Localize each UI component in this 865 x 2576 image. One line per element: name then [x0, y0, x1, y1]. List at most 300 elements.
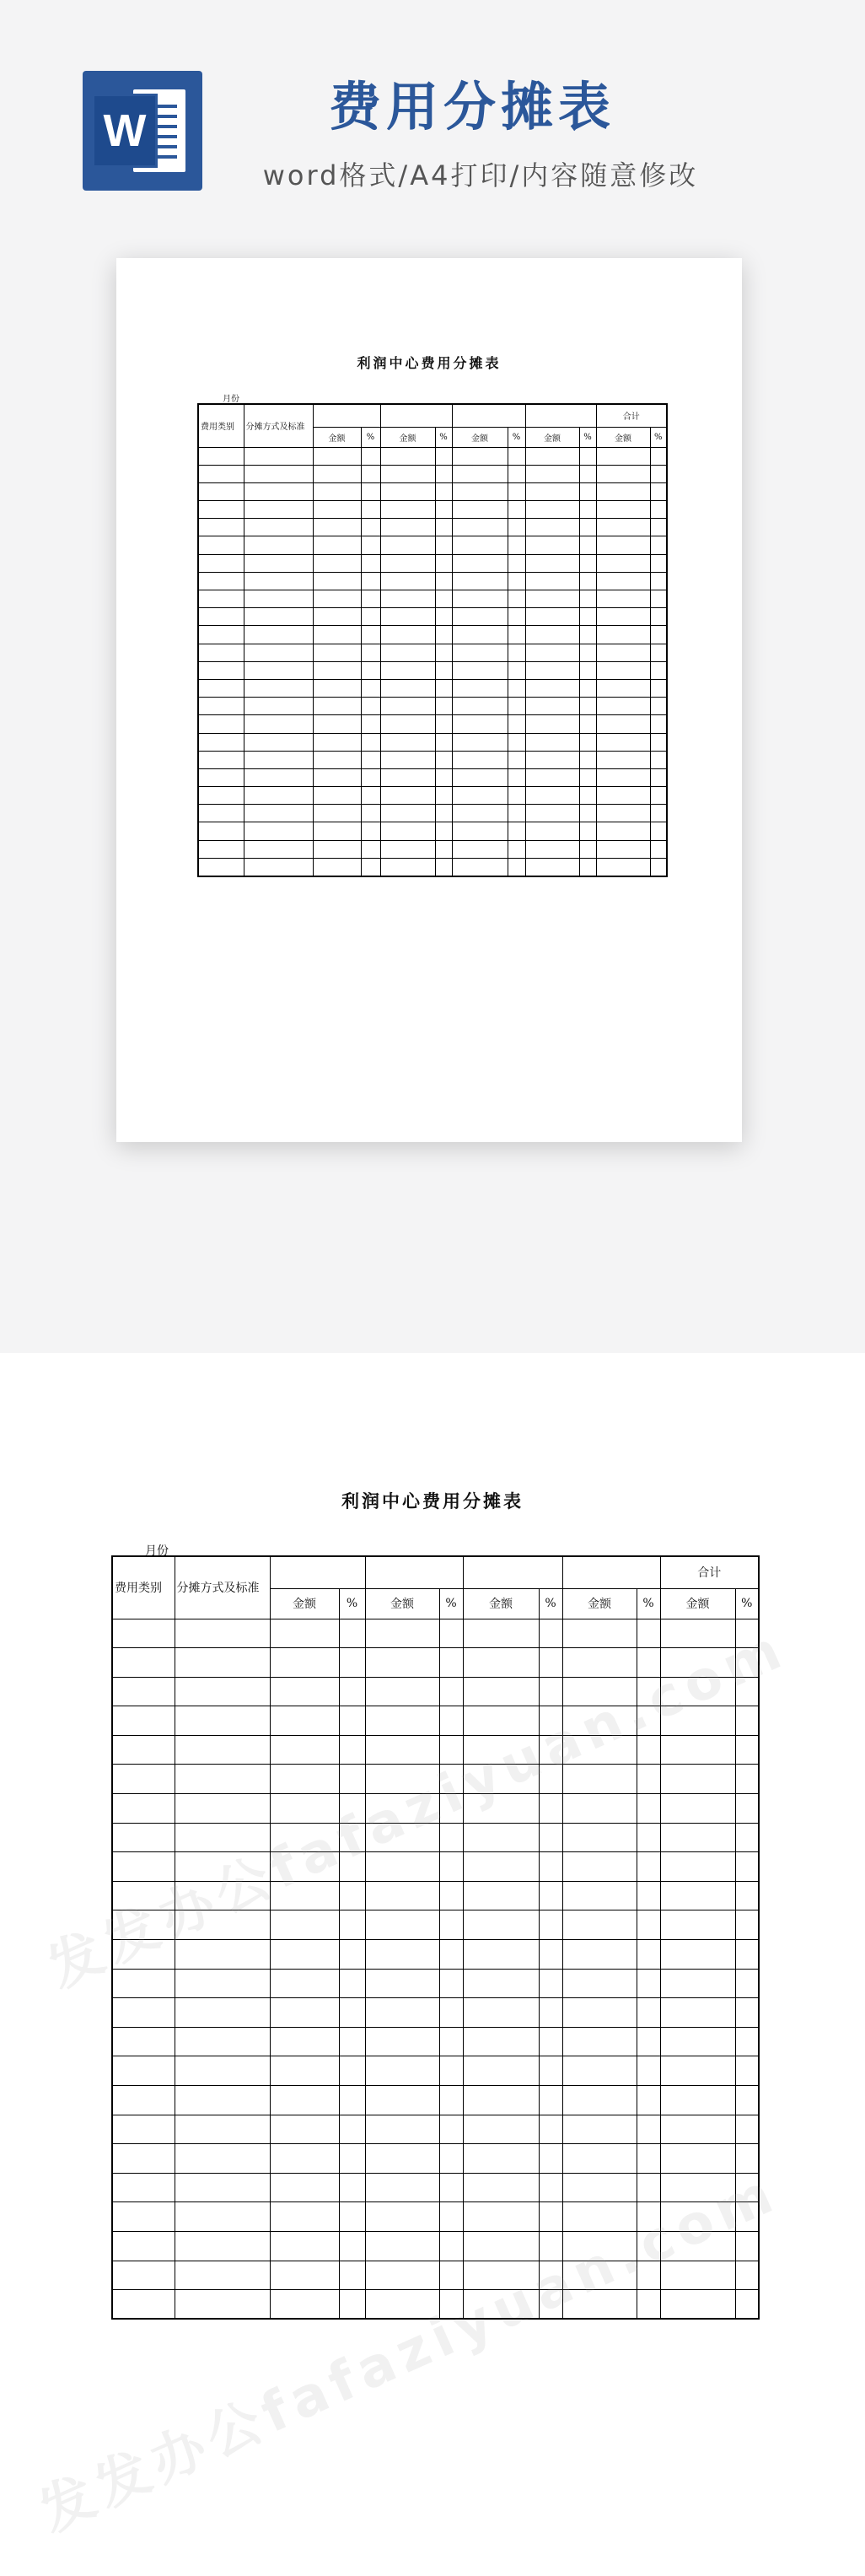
table-cell[interactable]: [539, 2086, 562, 2115]
table-cell[interactable]: [660, 2261, 735, 2290]
table-cell[interactable]: [198, 661, 244, 679]
table-cell[interactable]: [198, 805, 244, 822]
table-cell[interactable]: [660, 2290, 735, 2320]
table-cell[interactable]: [313, 805, 361, 822]
table-cell[interactable]: [244, 626, 313, 644]
header-center-1[interactable]: [313, 404, 380, 427]
table-cell[interactable]: [439, 2231, 463, 2261]
table-cell[interactable]: [539, 2202, 562, 2232]
table-cell[interactable]: [525, 715, 579, 733]
table-cell[interactable]: [452, 447, 508, 465]
table-cell[interactable]: [735, 2231, 759, 2261]
table-cell[interactable]: [380, 626, 435, 644]
table-cell[interactable]: [735, 1823, 759, 1852]
table-cell[interactable]: [365, 1619, 439, 1648]
table-cell[interactable]: [637, 1794, 660, 1824]
table-cell[interactable]: [313, 465, 361, 482]
table-cell[interactable]: [361, 661, 380, 679]
table-cell[interactable]: [435, 822, 452, 840]
table-cell[interactable]: [361, 536, 380, 554]
table-cell[interactable]: [735, 2086, 759, 2115]
table-cell[interactable]: [735, 2290, 759, 2320]
table-cell[interactable]: [525, 661, 579, 679]
table-cell[interactable]: [562, 1969, 637, 1998]
table-cell[interactable]: [270, 2231, 339, 2261]
table-cell[interactable]: [660, 1619, 735, 1648]
table-cell[interactable]: [735, 1706, 759, 1736]
table-cell[interactable]: [175, 1940, 270, 1970]
table-cell[interactable]: [339, 1998, 365, 2028]
table-cell[interactable]: [452, 644, 508, 661]
table-cell[interactable]: [112, 2115, 175, 2144]
table-cell[interactable]: [525, 572, 579, 590]
table-cell[interactable]: [270, 1998, 339, 2028]
table-cell[interactable]: [539, 1881, 562, 1910]
table-cell[interactable]: [735, 2202, 759, 2232]
table-cell[interactable]: [270, 2056, 339, 2086]
table-cell[interactable]: [525, 698, 579, 715]
table-cell[interactable]: [112, 1794, 175, 1824]
table-cell[interactable]: [361, 787, 380, 805]
table-cell[interactable]: [313, 822, 361, 840]
table-cell[interactable]: [508, 482, 525, 500]
table-cell[interactable]: [270, 1910, 339, 1940]
table-cell[interactable]: [562, 1852, 637, 1882]
table-cell[interactable]: [313, 501, 361, 519]
table-cell[interactable]: [579, 858, 596, 876]
table-cell[interactable]: [198, 840, 244, 858]
table-cell[interactable]: [435, 608, 452, 626]
header-center-4[interactable]: [562, 1556, 660, 1588]
table-cell[interactable]: [452, 661, 508, 679]
table-cell[interactable]: [650, 805, 667, 822]
table-cell[interactable]: [452, 751, 508, 768]
table-cell[interactable]: [596, 482, 650, 500]
table-cell[interactable]: [562, 2086, 637, 2115]
table-cell[interactable]: [439, 2261, 463, 2290]
table-cell[interactable]: [313, 590, 361, 608]
table-cell[interactable]: [270, 1706, 339, 1736]
table-cell[interactable]: [637, 1677, 660, 1706]
table-cell[interactable]: [660, 1910, 735, 1940]
table-cell[interactable]: [112, 2202, 175, 2232]
table-cell[interactable]: [463, 2115, 539, 2144]
table-cell[interactable]: [508, 751, 525, 768]
table-cell[interactable]: [244, 501, 313, 519]
table-cell[interactable]: [525, 536, 579, 554]
table-cell[interactable]: [435, 482, 452, 500]
table-cell[interactable]: [435, 519, 452, 536]
table-cell[interactable]: [380, 536, 435, 554]
table-cell[interactable]: [380, 519, 435, 536]
table-cell[interactable]: [539, 1940, 562, 1970]
table-cell[interactable]: [637, 1706, 660, 1736]
table-cell[interactable]: [637, 2027, 660, 2056]
table-cell[interactable]: [463, 1998, 539, 2028]
table-cell[interactable]: [361, 644, 380, 661]
table-cell[interactable]: [452, 572, 508, 590]
table-cell[interactable]: [365, 1735, 439, 1765]
table-cell[interactable]: [650, 590, 667, 608]
table-cell[interactable]: [339, 2202, 365, 2232]
table-cell[interactable]: [439, 1852, 463, 1882]
table-cell[interactable]: [562, 1706, 637, 1736]
table-cell[interactable]: [525, 768, 579, 786]
table-cell[interactable]: [365, 2115, 439, 2144]
table-cell[interactable]: [112, 1823, 175, 1852]
table-cell[interactable]: [525, 447, 579, 465]
table-cell[interactable]: [660, 1677, 735, 1706]
table-cell[interactable]: [508, 501, 525, 519]
table-cell[interactable]: [452, 608, 508, 626]
table-cell[interactable]: [735, 2144, 759, 2174]
table-cell[interactable]: [365, 1910, 439, 1940]
table-cell[interactable]: [452, 536, 508, 554]
table-cell[interactable]: [539, 1852, 562, 1882]
table-cell[interactable]: [112, 1706, 175, 1736]
table-cell[interactable]: [562, 1998, 637, 2028]
table-cell[interactable]: [175, 1765, 270, 1794]
table-cell[interactable]: [562, 1910, 637, 1940]
table-cell[interactable]: [660, 1852, 735, 1882]
table-cell[interactable]: [365, 2231, 439, 2261]
table-cell[interactable]: [244, 805, 313, 822]
table-cell[interactable]: [313, 840, 361, 858]
table-cell[interactable]: [579, 501, 596, 519]
table-cell[interactable]: [313, 447, 361, 465]
table-cell[interactable]: [439, 1940, 463, 1970]
table-cell[interactable]: [660, 2144, 735, 2174]
table-cell[interactable]: [508, 519, 525, 536]
table-cell[interactable]: [380, 805, 435, 822]
table-cell[interactable]: [596, 626, 650, 644]
table-cell[interactable]: [198, 554, 244, 572]
table-cell[interactable]: [562, 2202, 637, 2232]
table-cell[interactable]: [596, 501, 650, 519]
table-cell[interactable]: [361, 626, 380, 644]
table-cell[interactable]: [650, 519, 667, 536]
table-cell[interactable]: [525, 501, 579, 519]
table-cell[interactable]: [365, 2027, 439, 2056]
table-cell[interactable]: [112, 1648, 175, 1678]
table-cell[interactable]: [650, 501, 667, 519]
table-cell[interactable]: [525, 519, 579, 536]
table-cell[interactable]: [270, 1881, 339, 1910]
table-cell[interactable]: [439, 1910, 463, 1940]
table-cell[interactable]: [735, 1881, 759, 1910]
table-cell[interactable]: [735, 1735, 759, 1765]
table-cell[interactable]: [562, 1940, 637, 1970]
table-cell[interactable]: [361, 822, 380, 840]
table-cell[interactable]: [244, 519, 313, 536]
table-cell[interactable]: [339, 1677, 365, 1706]
table-cell[interactable]: [339, 1969, 365, 1998]
table-cell[interactable]: [380, 768, 435, 786]
table-cell[interactable]: [380, 554, 435, 572]
table-cell[interactable]: [650, 840, 667, 858]
table-cell[interactable]: [463, 1648, 539, 1678]
table-cell[interactable]: [539, 1823, 562, 1852]
table-cell[interactable]: [562, 2231, 637, 2261]
table-cell[interactable]: [365, 1998, 439, 2028]
table-cell[interactable]: [435, 679, 452, 697]
table-cell[interactable]: [380, 698, 435, 715]
table-cell[interactable]: [525, 626, 579, 644]
table-cell[interactable]: [270, 2173, 339, 2202]
table-cell[interactable]: [380, 751, 435, 768]
table-cell[interactable]: [380, 465, 435, 482]
table-cell[interactable]: [435, 751, 452, 768]
table-cell[interactable]: [270, 2115, 339, 2144]
table-cell[interactable]: [452, 822, 508, 840]
table-cell[interactable]: [313, 644, 361, 661]
table-cell[interactable]: [579, 805, 596, 822]
table-cell[interactable]: [270, 1852, 339, 1882]
table-cell[interactable]: [637, 1910, 660, 1940]
table-cell[interactable]: [361, 465, 380, 482]
table-cell[interactable]: [452, 519, 508, 536]
table-cell[interactable]: [539, 2056, 562, 2086]
table-cell[interactable]: [361, 519, 380, 536]
table-cell[interactable]: [439, 2290, 463, 2320]
table-cell[interactable]: [313, 482, 361, 500]
table-cell[interactable]: [175, 1794, 270, 1824]
table-cell[interactable]: [539, 1677, 562, 1706]
table-cell[interactable]: [525, 482, 579, 500]
table-cell[interactable]: [596, 840, 650, 858]
table-cell[interactable]: [525, 733, 579, 751]
table-cell[interactable]: [637, 1881, 660, 1910]
table-cell[interactable]: [435, 644, 452, 661]
table-cell[interactable]: [365, 1940, 439, 1970]
table-cell[interactable]: [562, 2290, 637, 2320]
table-cell[interactable]: [112, 2056, 175, 2086]
table-cell[interactable]: [735, 1998, 759, 2028]
table-cell[interactable]: [435, 715, 452, 733]
table-cell[interactable]: [175, 1969, 270, 1998]
table-cell[interactable]: [463, 1940, 539, 1970]
table-cell[interactable]: [361, 482, 380, 500]
table-cell[interactable]: [198, 768, 244, 786]
table-cell[interactable]: [339, 1619, 365, 1648]
table-cell[interactable]: [463, 2056, 539, 2086]
table-cell[interactable]: [735, 1852, 759, 1882]
table-cell[interactable]: [650, 536, 667, 554]
table-cell[interactable]: [579, 661, 596, 679]
table-cell[interactable]: [650, 858, 667, 876]
table-cell[interactable]: [650, 715, 667, 733]
table-cell[interactable]: [579, 572, 596, 590]
table-cell[interactable]: [579, 715, 596, 733]
table-cell[interactable]: [339, 1823, 365, 1852]
table-cell[interactable]: [244, 768, 313, 786]
table-cell[interactable]: [463, 2173, 539, 2202]
table-cell[interactable]: [660, 2231, 735, 2261]
table-cell[interactable]: [244, 465, 313, 482]
table-cell[interactable]: [650, 465, 667, 482]
table-cell[interactable]: [339, 2086, 365, 2115]
table-cell[interactable]: [339, 1881, 365, 1910]
table-cell[interactable]: [637, 2173, 660, 2202]
table-cell[interactable]: [270, 1648, 339, 1678]
table-cell[interactable]: [539, 1910, 562, 1940]
table-cell[interactable]: [463, 1677, 539, 1706]
table-cell[interactable]: [660, 1794, 735, 1824]
table-cell[interactable]: [365, 1765, 439, 1794]
table-cell[interactable]: [452, 482, 508, 500]
table-cell[interactable]: [650, 751, 667, 768]
table-cell[interactable]: [244, 733, 313, 751]
table-cell[interactable]: [439, 1765, 463, 1794]
table-cell[interactable]: [313, 679, 361, 697]
table-cell[interactable]: [313, 698, 361, 715]
table-cell[interactable]: [463, 1969, 539, 1998]
table-cell[interactable]: [439, 2027, 463, 2056]
table-cell[interactable]: [380, 644, 435, 661]
table-cell[interactable]: [439, 2086, 463, 2115]
table-cell[interactable]: [339, 2056, 365, 2086]
table-cell[interactable]: [660, 2027, 735, 2056]
table-cell[interactable]: [525, 465, 579, 482]
table-cell[interactable]: [650, 787, 667, 805]
table-cell[interactable]: [579, 554, 596, 572]
table-cell[interactable]: [435, 733, 452, 751]
table-cell[interactable]: [508, 787, 525, 805]
table-cell[interactable]: [508, 698, 525, 715]
table-cell[interactable]: [339, 1940, 365, 1970]
table-cell[interactable]: [365, 1969, 439, 1998]
table-cell[interactable]: [198, 698, 244, 715]
table-cell[interactable]: [579, 608, 596, 626]
table-cell[interactable]: [452, 858, 508, 876]
table-cell[interactable]: [313, 519, 361, 536]
table-cell[interactable]: [313, 768, 361, 786]
table-cell[interactable]: [637, 1998, 660, 2028]
table-cell[interactable]: [735, 1619, 759, 1648]
table-cell[interactable]: [198, 751, 244, 768]
table-cell[interactable]: [562, 2027, 637, 2056]
table-cell[interactable]: [112, 1765, 175, 1794]
table-cell[interactable]: [637, 1823, 660, 1852]
table-cell[interactable]: [339, 2261, 365, 2290]
table-cell[interactable]: [439, 2202, 463, 2232]
table-cell[interactable]: [579, 698, 596, 715]
table-cell[interactable]: [361, 590, 380, 608]
table-cell[interactable]: [735, 1910, 759, 1940]
table-cell[interactable]: [244, 787, 313, 805]
table-cell[interactable]: [452, 626, 508, 644]
table-cell[interactable]: [175, 2173, 270, 2202]
table-cell[interactable]: [339, 2144, 365, 2174]
table-cell[interactable]: [380, 572, 435, 590]
table-cell[interactable]: [637, 2144, 660, 2174]
table-cell[interactable]: [539, 2290, 562, 2320]
table-cell[interactable]: [579, 536, 596, 554]
table-cell[interactable]: [562, 1648, 637, 1678]
table-cell[interactable]: [175, 2027, 270, 2056]
table-cell[interactable]: [650, 661, 667, 679]
table-cell[interactable]: [463, 1619, 539, 1648]
table-cell[interactable]: [735, 2027, 759, 2056]
table-cell[interactable]: [650, 572, 667, 590]
table-cell[interactable]: [435, 661, 452, 679]
table-cell[interactable]: [637, 2231, 660, 2261]
table-cell[interactable]: [175, 1823, 270, 1852]
table-cell[interactable]: [562, 2056, 637, 2086]
table-cell[interactable]: [435, 626, 452, 644]
table-cell[interactable]: [539, 1765, 562, 1794]
table-cell[interactable]: [735, 2173, 759, 2202]
table-cell[interactable]: [539, 1619, 562, 1648]
table-cell[interactable]: [508, 572, 525, 590]
table-cell[interactable]: [735, 1765, 759, 1794]
table-cell[interactable]: [508, 715, 525, 733]
table-cell[interactable]: [339, 1852, 365, 1882]
header-center-2[interactable]: [380, 404, 452, 427]
table-cell[interactable]: [244, 751, 313, 768]
table-cell[interactable]: [650, 644, 667, 661]
table-cell[interactable]: [650, 447, 667, 465]
table-cell[interactable]: [650, 679, 667, 697]
table-cell[interactable]: [244, 698, 313, 715]
table-cell[interactable]: [244, 644, 313, 661]
table-cell[interactable]: [313, 787, 361, 805]
table-cell[interactable]: [439, 1794, 463, 1824]
table-cell[interactable]: [112, 2086, 175, 2115]
table-cell[interactable]: [365, 1852, 439, 1882]
table-cell[interactable]: [452, 698, 508, 715]
table-cell[interactable]: [380, 840, 435, 858]
table-cell[interactable]: [596, 554, 650, 572]
table-cell[interactable]: [452, 805, 508, 822]
table-cell[interactable]: [650, 608, 667, 626]
table-cell[interactable]: [198, 733, 244, 751]
table-cell[interactable]: [198, 608, 244, 626]
table-cell[interactable]: [452, 590, 508, 608]
table-cell[interactable]: [380, 482, 435, 500]
table-cell[interactable]: [562, 2144, 637, 2174]
table-cell[interactable]: [435, 768, 452, 786]
table-cell[interactable]: [525, 858, 579, 876]
table-cell[interactable]: [380, 608, 435, 626]
table-cell[interactable]: [361, 679, 380, 697]
table-cell[interactable]: [439, 2115, 463, 2144]
table-cell[interactable]: [525, 822, 579, 840]
table-cell[interactable]: [660, 1706, 735, 1736]
table-cell[interactable]: [525, 751, 579, 768]
table-cell[interactable]: [508, 679, 525, 697]
table-cell[interactable]: [735, 2261, 759, 2290]
table-cell[interactable]: [244, 447, 313, 465]
table-cell[interactable]: [365, 2056, 439, 2086]
table-cell[interactable]: [735, 2115, 759, 2144]
table-cell[interactable]: [361, 858, 380, 876]
table-cell[interactable]: [637, 2056, 660, 2086]
table-cell[interactable]: [539, 2231, 562, 2261]
table-cell[interactable]: [435, 840, 452, 858]
table-cell[interactable]: [339, 1794, 365, 1824]
table-cell[interactable]: [562, 2115, 637, 2144]
table-cell[interactable]: [175, 1910, 270, 1940]
table-cell[interactable]: [313, 715, 361, 733]
header-center-3[interactable]: [452, 404, 525, 427]
table-cell[interactable]: [380, 858, 435, 876]
table-cell[interactable]: [198, 679, 244, 697]
table-cell[interactable]: [435, 536, 452, 554]
table-cell[interactable]: [439, 2173, 463, 2202]
table-cell[interactable]: [361, 751, 380, 768]
table-cell[interactable]: [525, 554, 579, 572]
